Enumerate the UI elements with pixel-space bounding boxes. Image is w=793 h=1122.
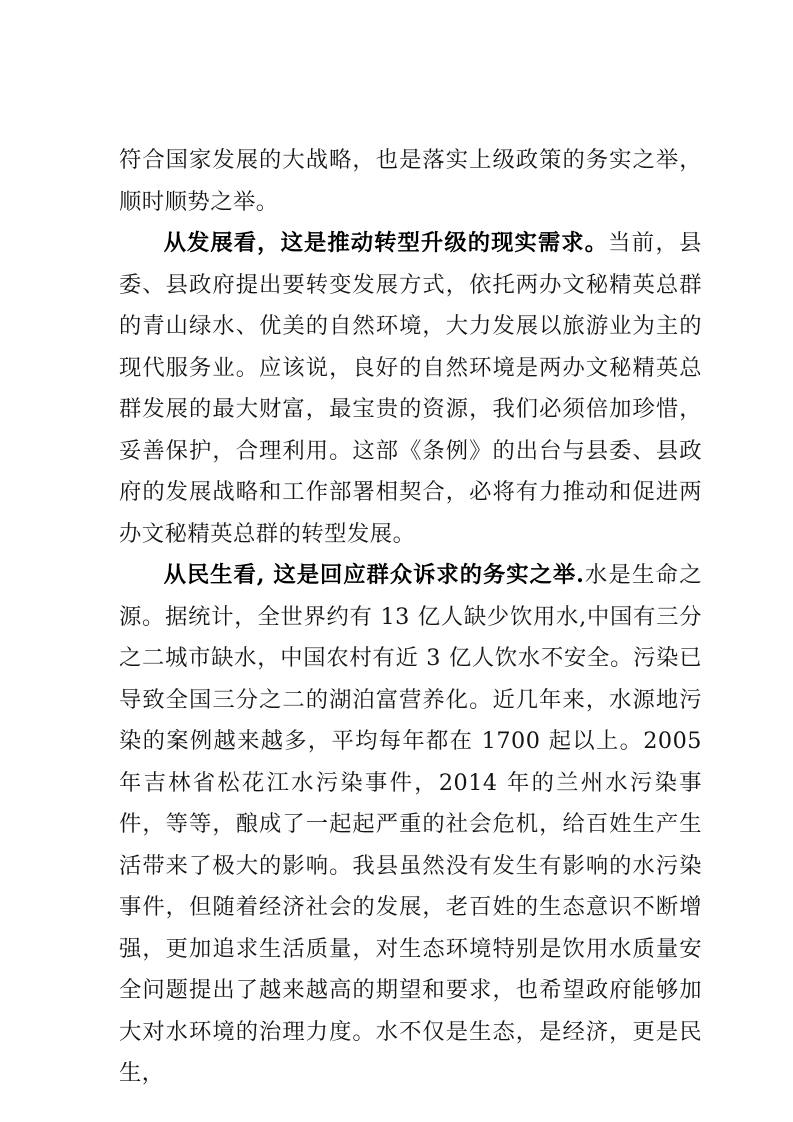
paragraph-text: 当前，县委、县政府提出要转变发展方式，依托两办文秘精英总群的青山绿水、优美的自然环境，大力发展以旅游业为主的现代服务业。应该说，良好的自然环境是两办文秘精英总群发展的最大财富，最宝贵的资源，我们必须倍加珍惜，妥善保护，合理利用。这部《条例》的出台与县委、县政府的发展战略和工作部署相契合，必将有力推动和促进两办文秘精英总群的转型发展。 xyxy=(119,230,702,547)
document-text-column xyxy=(119,140,702,1095)
paragraph-lead-heading: 从民生看, 这是回应群众诉求的务实之举. xyxy=(163,562,585,588)
paragraph-text: 水是生命之源。据统计，全世界约有 13 亿人缺少饮用水,中国有三分之二城市缺水，中国农村有近 3 亿人饮水不安全。污染已导致全国三分之二的湖泊富营养化。近几年来，水源地污染的案例越来越多，平均每年都在 1700 起以上。2005 年吉林省松花江水污染事件，2014 年的兰州水污染事件，等等，酿成了一起起严重的社会危机，给百姓生产生活带来了极大的影响。我县虽然没有发生有影响的水污染事件，但随着经济社会的发展，老百姓的生态意识不断增强，更加追求生活质量，对生态环境特别是饮用水质量安全问题提出了越来越高的期望和要求，也希望政府能够加大对水环境的治理力度。水不仅是生态，是经济，更是民生， xyxy=(119,562,702,1086)
paragraph xyxy=(119,555,702,1095)
paragraph-text: 符合国家发展的大战略，也是落实上级政策的务实之举，顺时顺势之举。 xyxy=(119,147,702,215)
paragraph-lead-heading: 从发展看，这是推动转型升级的现实需求。 xyxy=(163,230,609,256)
paragraph xyxy=(119,140,702,223)
paragraph xyxy=(119,223,702,555)
